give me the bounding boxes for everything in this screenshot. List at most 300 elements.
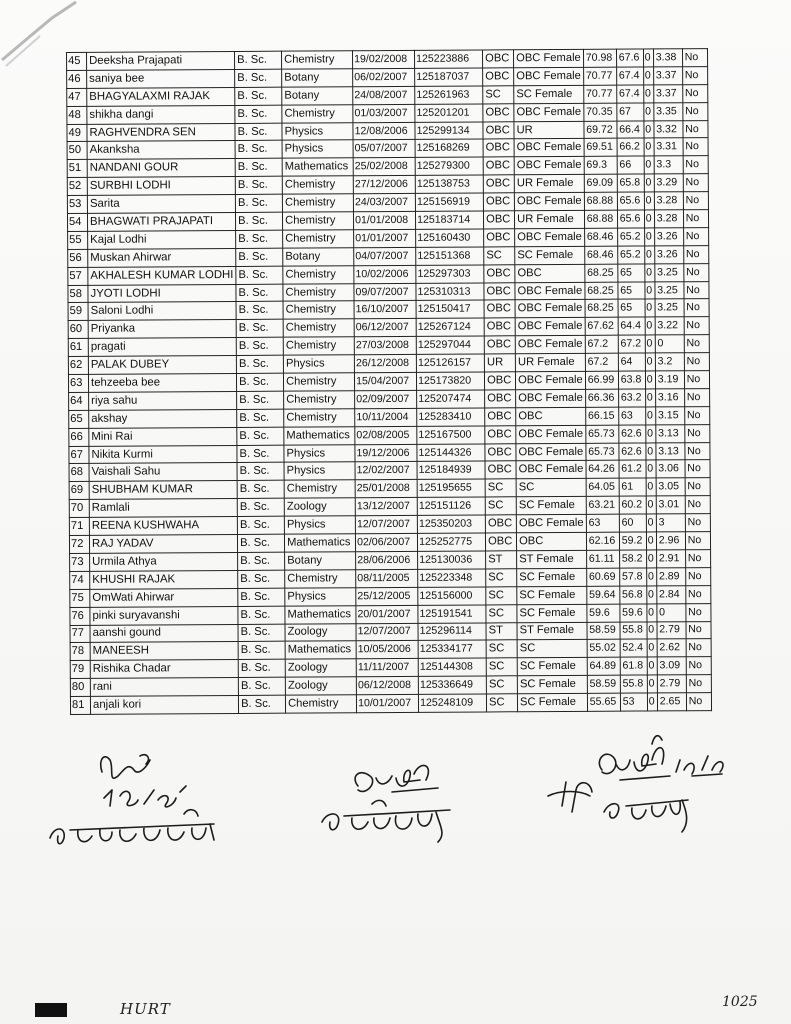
- category-cell: OBC: [483, 68, 514, 86]
- subject-cell: Physics: [284, 444, 355, 462]
- seat-category-cell: UR: [514, 121, 584, 139]
- remark-cell: No: [683, 227, 708, 245]
- bonus-marks-cell: 0: [646, 425, 656, 443]
- seat-category-cell: SC Female: [517, 693, 587, 711]
- marks-cell: 63.8: [618, 371, 645, 389]
- bonus-marks-cell: 0: [644, 156, 654, 174]
- weightage-cell: 3.29: [654, 174, 683, 192]
- student-name-cell: Deeksha Prajapati: [87, 51, 235, 70]
- date-of-birth-cell: 28/06/2006: [356, 551, 418, 569]
- subject-cell: Physics: [282, 140, 353, 158]
- date-of-birth-cell: 25/01/2008: [355, 480, 417, 498]
- percentage-cell: 60.69: [586, 568, 619, 586]
- category-cell: OBC: [484, 264, 515, 282]
- date-of-birth-cell: 24/08/2007: [353, 86, 415, 104]
- marks-cell: 55.8: [620, 621, 647, 639]
- weightage-cell: 3.26: [654, 246, 683, 264]
- student-name-cell: SHUBHAM KUMAR: [89, 481, 237, 500]
- seat-category-cell: SC Female: [517, 568, 587, 586]
- serial-number-cell: 53: [67, 195, 87, 213]
- serial-number-cell: 80: [70, 679, 90, 697]
- remark-cell: No: [685, 585, 710, 603]
- marks-cell: 61: [619, 478, 646, 496]
- remark-cell: No: [685, 550, 710, 568]
- date-of-birth-cell: 06/12/2008: [356, 677, 418, 695]
- marks-cell: 66.2: [617, 138, 644, 156]
- course-cell: B. Sc.: [236, 230, 283, 248]
- category-cell: UR: [484, 354, 515, 372]
- bonus-marks-cell: 0: [645, 299, 655, 317]
- category-cell: SC: [485, 497, 516, 515]
- student-name-cell: pragati: [88, 338, 236, 357]
- application-id-cell: 125299134: [415, 122, 483, 140]
- serial-number-cell: 46: [67, 70, 87, 88]
- bonus-marks-cell: 0: [644, 210, 654, 228]
- date-of-birth-cell: 24/03/2007: [353, 193, 415, 211]
- serial-number-cell: 48: [67, 106, 87, 124]
- course-cell: B. Sc.: [237, 481, 284, 499]
- course-cell: B. Sc.: [238, 624, 285, 642]
- subject-cell: Chemistry: [284, 391, 355, 409]
- bonus-marks-cell: 0: [645, 389, 655, 407]
- course-cell: B. Sc.: [236, 302, 283, 320]
- percentage-cell: 69.3: [584, 156, 617, 174]
- serial-number-cell: 68: [69, 464, 89, 482]
- student-name-cell: Akanksha: [87, 141, 235, 160]
- application-id-cell: 125156000: [418, 587, 486, 605]
- application-id-cell: 125144326: [417, 444, 485, 462]
- category-cell: SC: [485, 479, 516, 497]
- application-id-cell: 125279300: [415, 157, 483, 175]
- bonus-marks-cell: 0: [646, 442, 656, 460]
- marks-cell: 67: [617, 103, 644, 121]
- bonus-marks-cell: 0: [644, 228, 654, 246]
- subject-cell: Zoology: [285, 623, 356, 641]
- student-name-cell: Mini Rai: [89, 427, 237, 446]
- seat-category-cell: OBC Female: [514, 49, 584, 67]
- marks-cell: 56.8: [619, 586, 646, 604]
- student-name-cell: Rishika Chadar: [90, 660, 238, 679]
- remark-cell: No: [682, 66, 707, 84]
- date-of-birth-cell: 10/02/2006: [354, 265, 416, 283]
- bonus-marks-cell: 0: [645, 281, 655, 299]
- bonus-marks-cell: 0: [643, 49, 653, 67]
- subject-cell: Mathematics: [284, 426, 355, 444]
- subject-cell: Chemistry: [284, 409, 355, 427]
- student-name-cell: akshay: [89, 409, 237, 428]
- course-cell: B. Sc.: [235, 87, 282, 105]
- course-cell: B. Sc.: [235, 141, 282, 159]
- marks-cell: 65.2: [617, 228, 644, 246]
- percentage-cell: 58.59: [587, 675, 620, 693]
- application-id-cell: 125168269: [415, 139, 483, 157]
- bonus-marks-cell: 0: [647, 639, 657, 657]
- bonus-marks-cell: 0: [644, 174, 654, 192]
- seat-category-cell: ST Female: [517, 622, 587, 640]
- date-of-birth-cell: 11/11/2007: [356, 659, 418, 677]
- remark-cell: No: [684, 335, 709, 353]
- weightage-cell: 2.96: [656, 532, 685, 550]
- serial-number-cell: 52: [67, 178, 87, 196]
- marks-cell: 59.2: [619, 532, 646, 550]
- date-of-birth-cell: 25/12/2005: [356, 587, 418, 605]
- seat-category-cell: OBC Female: [515, 228, 585, 246]
- subject-cell: Zoology: [284, 498, 355, 516]
- application-id-cell: 125195655: [417, 479, 485, 497]
- category-cell: OBC: [484, 300, 515, 318]
- category-cell: OBC: [484, 282, 515, 300]
- category-cell: OBC: [483, 121, 514, 139]
- subject-cell: Chemistry: [283, 319, 354, 337]
- student-name-cell: BHAGYALAXMI RAJAK: [87, 87, 235, 106]
- category-cell: OBC: [484, 336, 515, 354]
- remark-cell: No: [686, 693, 711, 711]
- student-name-cell: Nikita Kurmi: [89, 445, 237, 464]
- percentage-cell: 65.73: [586, 443, 619, 461]
- student-name-cell: anjali kori: [90, 696, 238, 715]
- marks-cell: 67.6: [616, 49, 643, 67]
- serial-number-cell: 47: [67, 88, 87, 106]
- marks-cell: 61.2: [619, 460, 646, 478]
- marks-cell: 60: [619, 514, 646, 532]
- bonus-marks-cell: 0: [646, 460, 656, 478]
- bonus-marks-cell: 0: [643, 85, 653, 103]
- remark-cell: No: [686, 621, 711, 639]
- application-id-cell: 125160430: [416, 229, 484, 247]
- category-cell: SC: [486, 586, 517, 604]
- course-cell: B. Sc.: [238, 570, 285, 588]
- bonus-marks-cell: 0: [646, 532, 656, 550]
- weightage-cell: 0: [657, 603, 686, 621]
- date-of-birth-cell: 12/02/2007: [355, 462, 417, 480]
- signature-right: [548, 736, 723, 832]
- percentage-cell: 67.2: [585, 353, 618, 371]
- seat-category-cell: OBC Female: [516, 461, 586, 479]
- subject-cell: Mathematics: [282, 158, 353, 176]
- student-name-cell: AKHALESH KUMAR LODHI: [88, 266, 236, 285]
- bonus-marks-cell: 0: [646, 586, 656, 604]
- student-name-cell: Saloni Lodhi: [88, 302, 236, 321]
- application-id-cell: 125138753: [415, 175, 483, 193]
- marks-cell: 66.4: [617, 121, 644, 139]
- serial-number-cell: 59: [68, 303, 88, 321]
- subject-cell: Botany: [282, 69, 353, 87]
- percentage-cell: 70.98: [583, 49, 616, 67]
- course-cell: B. Sc.: [235, 105, 282, 123]
- category-cell: SC: [484, 247, 515, 265]
- date-of-birth-cell: 10/11/2004: [355, 408, 417, 426]
- remark-cell: No: [683, 138, 708, 156]
- date-of-birth-cell: 04/07/2007: [354, 247, 416, 265]
- subject-cell: Chemistry: [284, 480, 355, 498]
- seat-category-cell: OBC Female: [515, 318, 585, 336]
- weightage-cell: 2.89: [656, 568, 685, 586]
- date-of-birth-cell: 19/02/2008: [353, 50, 415, 68]
- marks-cell: 64.4: [618, 317, 645, 335]
- serial-number-cell: 70: [69, 500, 89, 518]
- serial-number-cell: 63: [68, 374, 88, 392]
- table-row: [70, 693, 711, 715]
- remark-cell: No: [684, 317, 709, 335]
- percentage-cell: 70.77: [583, 85, 616, 103]
- category-cell: SC: [486, 640, 517, 658]
- marks-cell: 59.6: [620, 604, 647, 622]
- subject-cell: Chemistry: [283, 230, 354, 248]
- application-id-cell: 125223348: [418, 569, 486, 587]
- serial-number-cell: 69: [69, 482, 89, 500]
- category-cell: OBC: [484, 211, 515, 229]
- subject-cell: Physics: [284, 516, 355, 534]
- percentage-cell: 68.25: [585, 282, 618, 300]
- weightage-cell: 3.37: [653, 85, 682, 103]
- serial-number-cell: 76: [70, 607, 90, 625]
- date-of-birth-cell: 19/12/2006: [355, 444, 417, 462]
- application-id-cell: 125156919: [415, 193, 483, 211]
- weightage-cell: 3.25: [655, 281, 684, 299]
- application-id-cell: 125150417: [416, 300, 484, 318]
- marks-cell: 65.6: [617, 210, 644, 228]
- student-name-cell: pinki suryavanshi: [90, 606, 238, 625]
- subject-cell: Chemistry: [283, 283, 354, 301]
- date-of-birth-cell: 26/12/2008: [354, 355, 416, 373]
- weightage-cell: 2.62: [657, 639, 686, 657]
- footer-left-text: HURT: [120, 1000, 171, 1018]
- marks-cell: 62.6: [619, 425, 646, 443]
- subject-cell: Botany: [282, 87, 353, 105]
- weightage-cell: 3.06: [656, 460, 685, 478]
- percentage-cell: 69.72: [584, 121, 617, 139]
- weightage-cell: 3.28: [654, 192, 683, 210]
- application-id-cell: 125183714: [416, 211, 484, 229]
- category-cell: OBC: [485, 372, 516, 390]
- remark-cell: No: [685, 496, 710, 514]
- subject-cell: Zoology: [285, 659, 356, 677]
- percentage-cell: 65.73: [586, 425, 619, 443]
- seat-category-cell: OBC Female: [514, 67, 584, 85]
- student-name-cell: RAJ YADAV: [89, 535, 237, 554]
- application-id-cell: 125184939: [417, 461, 485, 479]
- weightage-cell: 3.3: [654, 156, 683, 174]
- marks-cell: 53: [620, 693, 647, 711]
- application-id-cell: 125167500: [417, 426, 485, 444]
- category-cell: OBC: [483, 175, 514, 193]
- category-cell: SC: [486, 658, 517, 676]
- weightage-cell: 3.31: [654, 138, 683, 156]
- remark-cell: No: [683, 245, 708, 263]
- date-of-birth-cell: 15/04/2007: [355, 372, 417, 390]
- course-cell: B. Sc.: [238, 677, 285, 695]
- category-cell: ST: [486, 622, 517, 640]
- seat-category-cell: OBC Female: [515, 336, 585, 354]
- course-cell: B. Sc.: [238, 588, 285, 606]
- seat-category-cell: OBC Female: [514, 192, 584, 210]
- student-name-cell: aanshi gound: [90, 624, 238, 643]
- student-name-cell: saniya bee: [87, 69, 235, 88]
- student-name-cell: Vaishali Sahu: [89, 463, 237, 482]
- subject-cell: Chemistry: [282, 51, 353, 69]
- student-name-cell: PALAK DUBEY: [88, 356, 236, 375]
- application-id-cell: 125201201: [415, 104, 483, 122]
- seat-category-cell: UR Female: [514, 175, 584, 193]
- application-id-cell: 125252775: [418, 533, 486, 551]
- remark-cell: No: [686, 603, 711, 621]
- course-cell: B. Sc.: [236, 284, 283, 302]
- weightage-cell: 3.01: [656, 496, 685, 514]
- date-of-birth-cell: 06/12/2007: [354, 319, 416, 337]
- application-id-cell: 125297303: [416, 265, 484, 283]
- student-name-cell: Ramlali: [89, 499, 237, 518]
- serial-number-cell: 61: [68, 339, 88, 357]
- bonus-marks-cell: 0: [646, 568, 656, 586]
- seat-category-cell: SC Female: [517, 586, 587, 604]
- remark-cell: No: [684, 406, 709, 424]
- seat-category-cell: ST Female: [517, 550, 587, 568]
- course-cell: B. Sc.: [236, 320, 283, 338]
- course-cell: B. Sc.: [238, 606, 285, 624]
- serial-number-cell: 73: [70, 553, 90, 571]
- marks-cell: 65.2: [617, 246, 644, 264]
- date-of-birth-cell: 02/06/2007: [356, 533, 418, 551]
- date-of-birth-cell: 01/01/2007: [354, 229, 416, 247]
- marks-cell: 62.6: [619, 443, 646, 461]
- bonus-marks-cell: 0: [645, 335, 655, 353]
- bonus-marks-cell: 0: [645, 264, 655, 282]
- seat-category-cell: OBC: [517, 532, 587, 550]
- remark-cell: No: [685, 424, 710, 442]
- category-cell: OBC: [483, 103, 514, 121]
- remark-cell: No: [683, 192, 708, 210]
- serial-number-cell: 77: [70, 625, 90, 643]
- weightage-cell: 3.32: [654, 120, 683, 138]
- subject-cell: Chemistry: [282, 176, 353, 194]
- seat-category-cell: SC Female: [517, 676, 587, 694]
- course-cell: B. Sc.: [237, 391, 284, 409]
- marks-cell: 64: [618, 353, 645, 371]
- remark-cell: No: [683, 120, 708, 138]
- category-cell: SC: [486, 569, 517, 587]
- subject-cell: Mathematics: [285, 605, 356, 623]
- student-name-cell: REENA KUSHWAHA: [89, 517, 237, 536]
- marks-cell: 57.8: [619, 568, 646, 586]
- category-cell: SC: [486, 694, 517, 712]
- seat-category-cell: OBC Female: [514, 103, 584, 121]
- date-of-birth-cell: 10/05/2006: [356, 641, 418, 659]
- course-cell: B. Sc.: [236, 355, 283, 373]
- application-id-cell: 125173820: [417, 372, 485, 390]
- seat-category-cell: SC Female: [517, 658, 587, 676]
- date-of-birth-cell: 02/09/2007: [355, 390, 417, 408]
- percentage-cell: 70.77: [583, 67, 616, 85]
- serial-number-cell: 51: [67, 160, 87, 178]
- student-name-cell: Muskan Ahirwar: [88, 248, 236, 267]
- weightage-cell: 3.2: [655, 353, 684, 371]
- remark-cell: No: [682, 49, 707, 67]
- bonus-marks-cell: 0: [647, 693, 657, 711]
- course-cell: B. Sc.: [237, 498, 284, 516]
- bonus-marks-cell: 0: [645, 317, 655, 335]
- seat-category-cell: OBC Female: [516, 425, 586, 443]
- percentage-cell: 67.2: [585, 335, 618, 353]
- course-cell: B. Sc.: [237, 409, 284, 427]
- remark-cell: No: [685, 442, 710, 460]
- student-name-cell: tehzeeba bee: [88, 373, 236, 392]
- marks-cell: 66: [617, 156, 644, 174]
- seat-category-cell: OBC Female: [516, 443, 586, 461]
- course-cell: B. Sc.: [237, 516, 284, 534]
- percentage-cell: 64.89: [587, 657, 620, 675]
- bonus-marks-cell: 0: [644, 138, 654, 156]
- subject-cell: Physics: [282, 122, 353, 140]
- percentage-cell: 58.59: [587, 622, 620, 640]
- category-cell: OBC: [483, 157, 514, 175]
- seat-category-cell: SC Female: [516, 497, 586, 515]
- percentage-cell: 70.35: [584, 103, 617, 121]
- application-id-cell: 125207474: [417, 390, 485, 408]
- weightage-cell: 3.37: [653, 67, 682, 85]
- subject-cell: Chemistry: [285, 695, 356, 713]
- subject-cell: Chemistry: [285, 570, 356, 588]
- student-name-cell: Urmila Athya: [90, 552, 238, 571]
- bonus-marks-cell: 0: [646, 478, 656, 496]
- category-cell: OBC: [484, 318, 515, 336]
- bonus-marks-cell: 0: [644, 103, 654, 121]
- serial-number-cell: 58: [68, 285, 88, 303]
- bonus-marks-cell: 0: [643, 67, 653, 85]
- student-name-cell: riya sahu: [89, 391, 237, 410]
- date-of-birth-cell: 20/01/2007: [356, 605, 418, 623]
- percentage-cell: 59.6: [587, 604, 620, 622]
- seat-category-cell: OBC Female: [515, 282, 585, 300]
- subject-cell: Zoology: [285, 677, 356, 695]
- bonus-marks-cell: 0: [645, 371, 655, 389]
- student-name-cell: OmWati Ahirwar: [90, 588, 238, 607]
- subject-cell: Botany: [283, 248, 354, 266]
- category-cell: OBC: [483, 193, 514, 211]
- remark-cell: No: [683, 210, 708, 228]
- weightage-cell: 3.35: [654, 102, 683, 120]
- subject-cell: Chemistry: [283, 337, 354, 355]
- course-cell: B. Sc.: [235, 123, 282, 141]
- application-id-cell: 125126157: [416, 354, 484, 372]
- category-cell: SC: [486, 676, 517, 694]
- student-name-cell: Sarita: [87, 195, 235, 214]
- subject-cell: Physics: [284, 462, 355, 480]
- application-id-cell: 125248109: [418, 694, 486, 712]
- date-of-birth-cell: 12/07/2007: [356, 623, 418, 641]
- category-cell: ST: [486, 551, 517, 569]
- category-cell: SC: [483, 86, 514, 104]
- student-name-cell: SURBHI LODHI: [87, 177, 235, 196]
- serial-number-cell: 49: [67, 124, 87, 142]
- weightage-cell: 3.22: [655, 317, 684, 335]
- course-cell: B. Sc.: [237, 445, 284, 463]
- subject-cell: Botany: [285, 552, 356, 570]
- serial-number-cell: 50: [67, 142, 87, 160]
- remark-cell: No: [684, 281, 709, 299]
- percentage-cell: 67.62: [585, 317, 618, 335]
- marks-cell: 63: [618, 407, 645, 425]
- percentage-cell: 68.88: [584, 210, 617, 228]
- application-id-cell: 125130036: [418, 551, 486, 569]
- application-id-cell: 125223886: [415, 50, 483, 68]
- weightage-cell: 3.26: [654, 228, 683, 246]
- seat-category-cell: SC Female: [517, 604, 587, 622]
- marks-cell: 60.2: [619, 496, 646, 514]
- remark-cell: No: [686, 675, 711, 693]
- bonus-marks-cell: 0: [644, 192, 654, 210]
- date-of-birth-cell: 27/03/2008: [354, 337, 416, 355]
- remark-cell: No: [684, 299, 709, 317]
